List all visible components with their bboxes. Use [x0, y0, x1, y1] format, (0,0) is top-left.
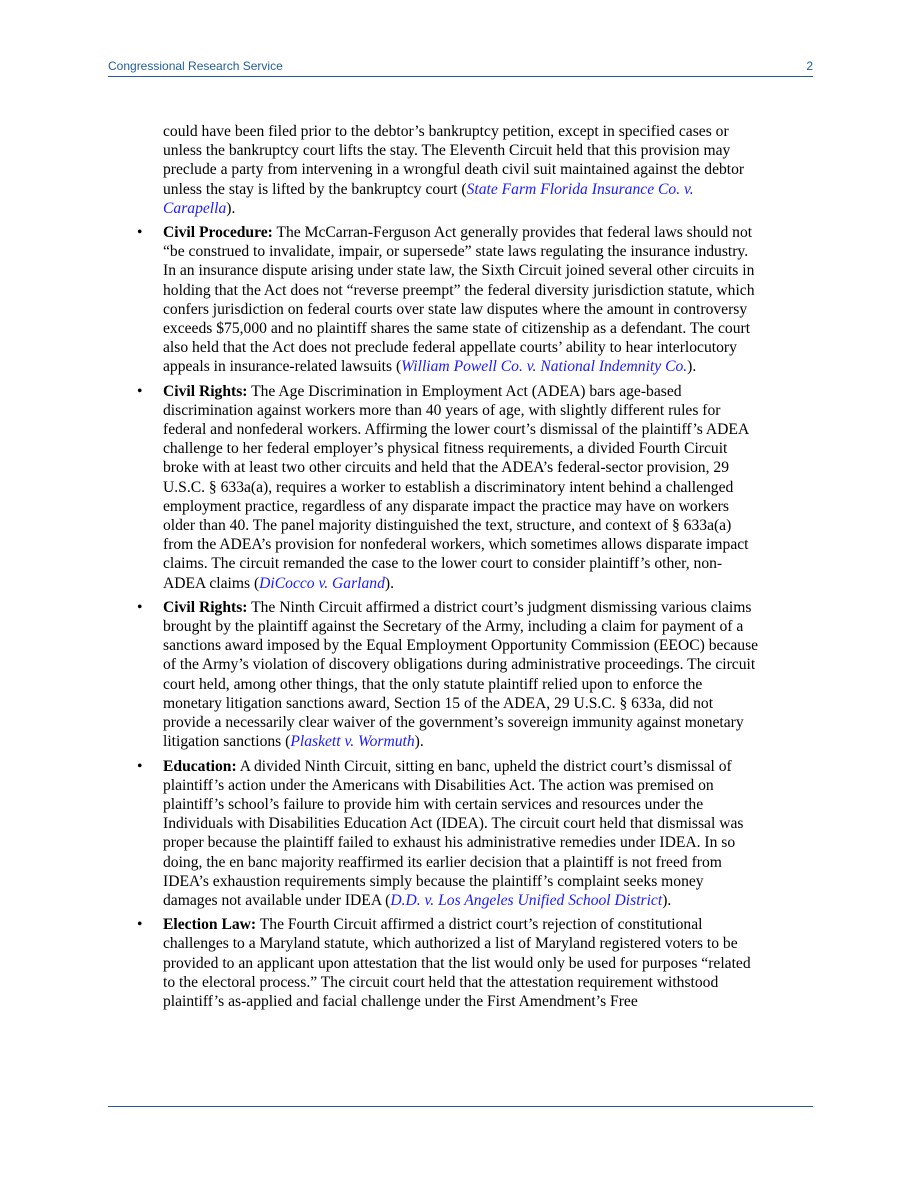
topic-label: Civil Rights: [163, 382, 248, 400]
list-item: • Election Law: The Fourth Circuit affirmed a district court’s rejection of constitutional challenges to a Maryland statute, which authorized a list of Maryland registered voters to be provided to an applicant upon attestation that the list would only be used for purposes “related to the electoral process.” The circuit court held that the attestation requirement withstood plaintiff’s as-applied and facial challenge under the First Amendment’s Free [163, 915, 761, 1011]
case-link[interactable]: Plaskett v. Wormuth [290, 733, 415, 751]
list-item: • Civil Procedure: The McCarran-Ferguson Act generally provides that federal laws should not “be construed to invalidate, impair, or supersede” state laws regulating the insurance industry. In an insurance dispute arising under state law, the Sixth Circuit joined several other circuits in holding that the Act does not “reverse preempt” the federal diversity jurisdiction statute, which confers jurisdiction on federal courts over state law disputes where the amount in controversy exceeds $75,000 and no plaintiff shares the same state of citizenship as a defendant. The court also held that the Act does not preclude federal appellate courts’ ability to hear interlocutory appeals in insurance-related lawsuits (William Powell Co. v. National Indemnity Co.). [163, 223, 761, 377]
topic-label: Civil Procedure: [163, 224, 273, 242]
header-organization: Congressional Research Service [108, 59, 283, 73]
page-number: 2 [806, 59, 813, 73]
topic-label: Election Law: [163, 916, 257, 934]
document-body [163, 122, 761, 1011]
topic-label: Education: [163, 757, 237, 775]
list-item: • Education: A divided Ninth Circuit, sitting en banc, upheld the district court’s dismissal of plaintiff’s action under the Americans with Disabilities Act. The action was premised on plaintiff’s school’s failure to provide him with certain services and resources under the Individuals with Disabilities Education Act (IDEA). The circuit court held that dismissal was proper because the plaintiff failed to exhaust his administrative remedies under IDEA. In so doing, the en banc majority reaffirmed its earlier decision that a plaintiff is not freed from IDEA’s exhaustion requirements simply because the plaintiff’s complaint seeks money damages not available under IDEA (D.D. v. Los Angeles Unified School District). [163, 757, 761, 911]
page-header [108, 58, 813, 77]
list-item: • Civil Rights: The Age Discrimination in Employment Act (ADEA) bars age-based discrimination against workers more than 40 years of age, with slightly different rules for federal and nonfederal workers. Affirming the lower court’s dismissal of the plaintiff’s ADEA challenge to her federal employer’s physical fitness requirements, a divided Fourth Circuit broke with at least two other circuits and held that the ADEA’s federal-sector provision, 29 U.S.C. § 633a(a), requires a worker to establish a discriminatory intent behind a challenged employment practice, regardless of any disparate impact the practice may have on workers older than 40. The panel majority distinguished the text, structure, and context of § 633a(a) from the ADEA’s provision for nonfederal workers, which sometimes allows disparate impact claims. The circuit remanded the case to the lower court to consider plaintiff’s other, non-ADEA claims (DiCocco v. Garland). [163, 382, 761, 593]
case-link[interactable]: D.D. v. Los Angeles Unified School District [390, 891, 663, 909]
continuation-paragraph: could have been filed prior to the debtor’s bankruptcy petition, except in specified cases or unless the bankruptcy court lifts the stay. The Eleventh Circuit held that this provision may preclude a party from intervening in a wrongful death civil suit maintained against the debtor unless the stay is lifted by the bankruptcy court (State Farm Florida Insurance Co. v. Carapella). [163, 123, 745, 217]
list-item: • Civil Rights: The Ninth Circuit affirmed a district court’s judgment dismissing various claims brought by the plaintiff against the Secretary of the Army, including a claim for payment of a sanctions award imposed by the Equal Employment Opportunity Commission (EEOC) because of the Army’s violation of discovery obligations during administrative proceedings. The circuit court held, among other things, that the only statute plaintiff relied upon to enforce the monetary litigation sanctions award, Section 15 of the ADEA, 29 U.S.C. § 633a, did not provide a necessarily clear waiver of the government’s sovereign immunity against monetary litigation sanctions (Plaskett v. Wormuth). [163, 598, 761, 752]
case-link[interactable]: William Powell Co. v. National Indemnity Co. [401, 358, 688, 376]
case-link[interactable]: DiCocco v. Garland [259, 574, 385, 592]
topic-label: Civil Rights: [163, 598, 248, 616]
footer-divider [108, 1106, 813, 1107]
bullet-list [163, 223, 761, 1011]
case-link[interactable]: State Farm Florida Insurance Co. v. Carapella [163, 180, 694, 217]
